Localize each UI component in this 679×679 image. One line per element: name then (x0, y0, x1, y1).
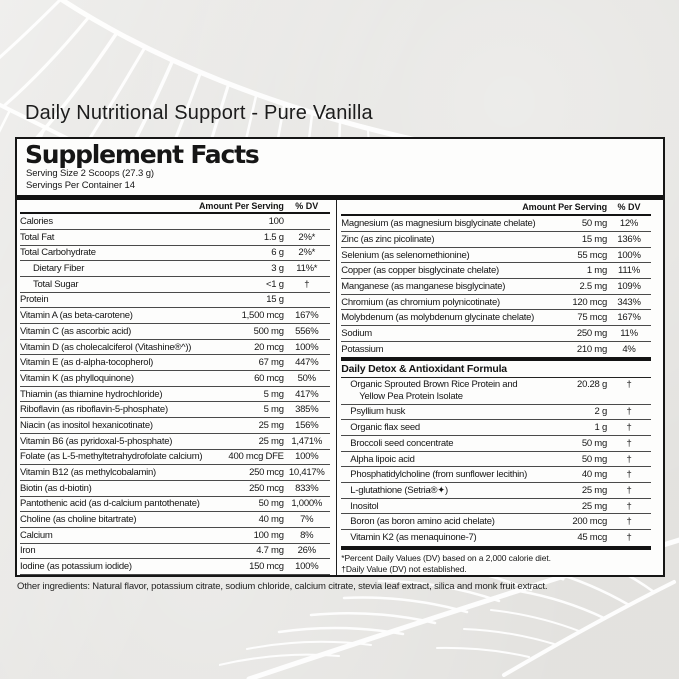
nutrient-dv: 100% (295, 451, 319, 463)
nutrient-name: Riboflavin (as riboflavin-5-phosphate) (20, 404, 168, 416)
nutrient-name: Folate (as L-5-methyltetrahydrofolate calcium) (20, 451, 203, 463)
nutrient-dv: 111% (618, 265, 640, 277)
nutrient-amount: 400 mcg DFE (228, 451, 284, 463)
amount-column-header: Amount Per Serving (522, 201, 607, 212)
nutrient-row (20, 481, 330, 497)
nutrient-row (20, 418, 330, 434)
nutrient-dv: 1,000% (291, 498, 323, 510)
nutrient-row (20, 277, 330, 293)
nutrient-amount: 3 g (271, 263, 284, 275)
nutrient-amount: <1 g (265, 278, 284, 290)
other-ingredients: Other ingredients: Natural flavor, potassium citrate, sodium chloride, calcium citrate, stevia leaf extract, silica and monk fruit extract. (17, 581, 548, 592)
nutrient-name: Iron (20, 545, 36, 557)
nutrient-amount: 50 mg (258, 498, 284, 510)
nutrient-name: Selenium (as selenomethionine) (341, 249, 470, 261)
nutrient-amount: 100 (268, 216, 284, 228)
nutrient-row (20, 528, 330, 544)
nutrient-dv: † (626, 378, 632, 390)
nutrient-name: Total Fat (20, 231, 55, 243)
nutrient-row (20, 324, 330, 340)
nutrient-amount: 1.5 g (263, 231, 284, 243)
nutrient-amount: 50 mg (581, 437, 607, 449)
nutrient-name: Organic flax seed (350, 422, 420, 434)
nutrient-amount: 20.28 g (577, 378, 607, 390)
left-column-header (20, 200, 330, 212)
nutrient-row (341, 326, 651, 342)
nutrient-name: Chromium (as chromium polynicotinate) (341, 296, 500, 308)
footnote-dv-basis: *Percent Daily Values (DV) based on a 2,000 calorie diet. (341, 553, 551, 564)
nutrient-row (20, 293, 330, 309)
nutrient-dv: † (304, 278, 310, 290)
nutrient-dv: † (626, 453, 632, 465)
nutrient-dv: 385% (295, 404, 319, 416)
supplement-facts-heading: Supplement Facts (25, 140, 259, 169)
nutrient-dv: † (626, 406, 632, 418)
nutrient-row (341, 420, 651, 436)
nutrient-row (20, 261, 330, 277)
nutrient-dv: 447% (295, 357, 319, 369)
nutrient-name: Manganese (as manganese bisglycinate) (341, 280, 506, 292)
nutrient-dv: † (626, 437, 632, 449)
nutrient-name: Calories (20, 216, 53, 228)
nutrient-amount: 4.7 mg (256, 545, 284, 557)
nutrient-name: Broccoli seed concentrate (350, 437, 454, 449)
nutrient-row (20, 544, 330, 560)
nutrient-row (20, 308, 330, 324)
nutrient-name: Alpha lipoic acid (350, 453, 415, 465)
nutrient-dv: 10,417% (288, 467, 325, 479)
nutrient-amount: 5 mg (263, 404, 284, 416)
nutrient-amount: 25 mg (581, 500, 607, 512)
nutrient-amount: 2.5 mg (579, 280, 607, 292)
nutrient-dv: † (626, 469, 632, 481)
nutrient-row (341, 514, 651, 530)
nutrient-row (341, 279, 651, 295)
nutrient-row (20, 450, 330, 466)
nutrient-name: Total Sugar (33, 278, 79, 290)
nutrient-amount: 1 g (594, 422, 607, 434)
right-column (337, 200, 663, 576)
nutrient-amount: 5 mg (263, 388, 284, 400)
nutrient-name: Potassium (341, 344, 384, 356)
nutrient-amount: 6 g (271, 247, 284, 259)
left-column (17, 200, 336, 576)
dv-column-header: % DV (295, 200, 319, 211)
nutrient-amount: 210 mg (576, 344, 607, 356)
nutrient-row (341, 216, 651, 232)
nutrient-amount: 500 mg (253, 325, 284, 337)
nutrient-dv: 1,471% (291, 435, 323, 447)
nutrient-name: Total Carbohydrate (20, 247, 96, 259)
nutrient-dv: 8% (300, 529, 314, 541)
nutrient-row (20, 434, 330, 450)
nutrient-name: Vitamin K (as phylloquinone) (20, 372, 134, 384)
nutrient-name: Vitamin K2 (as menaquinone-7) (350, 532, 477, 544)
nutrient-row (341, 483, 651, 499)
nutrient-name: Zinc (as zinc picolinate) (341, 233, 435, 245)
nutrient-amount: 25 mg (258, 435, 284, 447)
nutrient-name: Vitamin D (as cholecalciferol (Vitashine®^)) (20, 341, 192, 353)
facts-columns (17, 200, 663, 576)
serving-size: Serving Size 2 Scoops (27.3 g) (26, 168, 154, 179)
nutrient-row (20, 340, 330, 356)
supplement-facts-panel (15, 137, 665, 577)
nutrient-name: Magnesium (as magnesium bisglycinate chelate) (341, 218, 536, 230)
nutrient-amount: 150 mcg (249, 561, 284, 573)
footnote-dv-not-established: †Daily Value (DV) not established. (341, 564, 467, 575)
nutrient-dv: 4% (622, 344, 636, 356)
nutrient-row (341, 310, 651, 326)
nutrient-name: Organic Sprouted Brown Rice Protein and Yellow Pea Protein Isolate (350, 378, 518, 402)
nutrient-name: Dietary Fiber (33, 263, 85, 275)
nutrient-amount: 15 g (266, 294, 284, 306)
nutrient-row (20, 246, 330, 262)
nutrient-name: Pantothenic acid (as d-calcium pantothenate) (20, 498, 200, 510)
nutrient-name: Phosphatidylcholine (from sunflower lecithin) (350, 469, 527, 481)
nutrient-dv: 11%* (296, 263, 318, 275)
nutrient-name: Copper (as copper bisglycinate chelate) (341, 265, 499, 277)
nutrient-row (341, 342, 651, 358)
nutrient-dv: 167% (295, 310, 319, 322)
nutrient-name: Vitamin E (as d-alpha-tocopherol) (20, 357, 154, 369)
nutrient-dv: 100% (295, 561, 319, 573)
nutrient-name: Protein (20, 294, 49, 306)
servings-per-container: Servings Per Container 14 (26, 179, 135, 191)
nutrient-dv: 2%* (298, 231, 316, 243)
nutrient-amount: 1,500 mcg (241, 310, 284, 322)
nutrient-amount: 120 mcg (572, 296, 607, 308)
nutrient-amount: 40 mg (581, 469, 607, 481)
nutrient-name: Boron (as boron amino acid chelate) (350, 516, 495, 528)
nutrient-name: Molybdenum (as molybdenum glycinate chelate) (341, 312, 535, 324)
nutrient-amount: 50 mg (581, 453, 607, 465)
dv-column-header: % DV (617, 201, 641, 212)
nutrient-amount: 2 g (594, 406, 607, 418)
nutrient-row (341, 436, 651, 452)
nutrient-name: Psyllium husk (350, 406, 406, 418)
nutrient-amount: 25 mg (258, 419, 284, 431)
detox-section-heading: Daily Detox & Antioxidant Formula (341, 361, 651, 377)
nutrient-row (20, 465, 330, 481)
nutrient-amount: 100 mg (253, 529, 284, 541)
mineral-rows (341, 216, 651, 357)
nutrient-row (341, 499, 651, 515)
nutrient-name: Inositol (350, 500, 379, 512)
nutrient-row (341, 452, 651, 468)
nutrient-amount: 1 mg (586, 265, 607, 277)
nutrient-row (341, 232, 651, 248)
nutrient-row (20, 214, 330, 230)
nutrient-name: Vitamin B12 (as methylcobalamin) (20, 467, 156, 479)
nutrient-dv: † (626, 532, 632, 544)
nutrient-amount: 200 mcg (572, 516, 607, 528)
nutrient-amount: 250 mcg (249, 467, 284, 479)
nutrient-name: Thiamin (as thiamine hydrochloride) (20, 388, 163, 400)
nutrient-name: Iodine (as potassium iodide) (20, 561, 132, 573)
nutrient-amount: 25 mg (581, 484, 607, 496)
nutrient-amount: 15 mg (581, 233, 607, 245)
nutrient-amount: 250 mcg (249, 482, 284, 494)
nutrient-name: Vitamin B6 (as pyridoxal-5-phosphate) (20, 435, 173, 447)
nutrient-row (341, 530, 651, 546)
nutrient-name: Choline (as choline bitartrate) (20, 514, 137, 526)
nutrient-dv: 343% (617, 296, 641, 308)
nutrient-dv: 100% (617, 249, 641, 261)
nutrient-dv: 833% (295, 482, 319, 494)
nutrient-amount: 60 mcg (254, 372, 284, 384)
nutrient-dv: 556% (295, 325, 319, 337)
amount-column-header: Amount Per Serving (199, 200, 284, 211)
nutrient-dv: † (626, 422, 632, 434)
nutrient-name: L-glutathione (Setria®✦) (350, 484, 448, 496)
nutrient-dv: 50% (297, 372, 316, 384)
nutrient-dv: † (626, 500, 632, 512)
nutrient-dv: 167% (617, 312, 641, 324)
nutrient-name: Sodium (341, 327, 372, 339)
nutrient-row (20, 512, 330, 528)
detox-rows (341, 378, 651, 546)
nutrient-name: Vitamin C (as ascorbic acid) (20, 325, 132, 337)
nutrient-row (20, 559, 330, 575)
nutrient-name: Biotin (as d-biotin) (20, 482, 92, 494)
nutrient-row (20, 371, 330, 387)
nutrient-dv: 417% (295, 388, 319, 400)
nutrient-amount: 250 mg (576, 327, 607, 339)
nutrient-row (341, 248, 651, 264)
nutrient-dv: † (626, 484, 632, 496)
right-column-header (341, 200, 651, 215)
nutrient-row (20, 497, 330, 513)
nutrient-row (341, 378, 651, 405)
nutrient-amount: 67 mg (258, 357, 284, 369)
nutrient-dv: 2%* (298, 247, 316, 259)
nutrient-row (341, 405, 651, 421)
nutrient-row (341, 263, 651, 279)
nutrient-amount: 45 mcg (577, 532, 607, 544)
nutrient-row (20, 387, 330, 403)
nutrient-row (341, 295, 651, 311)
nutrient-amount: 50 mg (581, 218, 607, 230)
product-title: Daily Nutritional Support - Pure Vanilla (25, 102, 373, 124)
nutrient-amount: 40 mg (258, 514, 284, 526)
nutrient-dv: 12% (619, 218, 639, 230)
nutrient-name: Vitamin A (as beta-carotene) (20, 310, 133, 322)
nutrient-dv: † (626, 516, 632, 528)
nutrient-dv: 11% (620, 327, 638, 339)
nutrient-dv: 26% (297, 545, 316, 557)
nutrient-amount: 75 mcg (577, 312, 607, 324)
nutrient-row (20, 355, 330, 371)
nutrient-dv: 100% (295, 341, 319, 353)
nutrient-dv: 156% (295, 419, 319, 431)
nutrient-row (20, 230, 330, 246)
nutrient-dv: 7% (300, 514, 314, 526)
left-rows (20, 214, 330, 575)
nutrient-amount: 20 mcg (254, 341, 284, 353)
nutrient-row (341, 467, 651, 483)
nutrient-name: Calcium (20, 529, 53, 541)
nutrient-dv: 109% (617, 280, 641, 292)
nutrient-dv: 136% (617, 233, 641, 245)
nutrient-name: Niacin (as inositol hexanicotinate) (20, 419, 153, 431)
footnotes (341, 550, 651, 576)
nutrient-row (20, 402, 330, 418)
nutrient-amount: 55 mcg (577, 249, 607, 261)
